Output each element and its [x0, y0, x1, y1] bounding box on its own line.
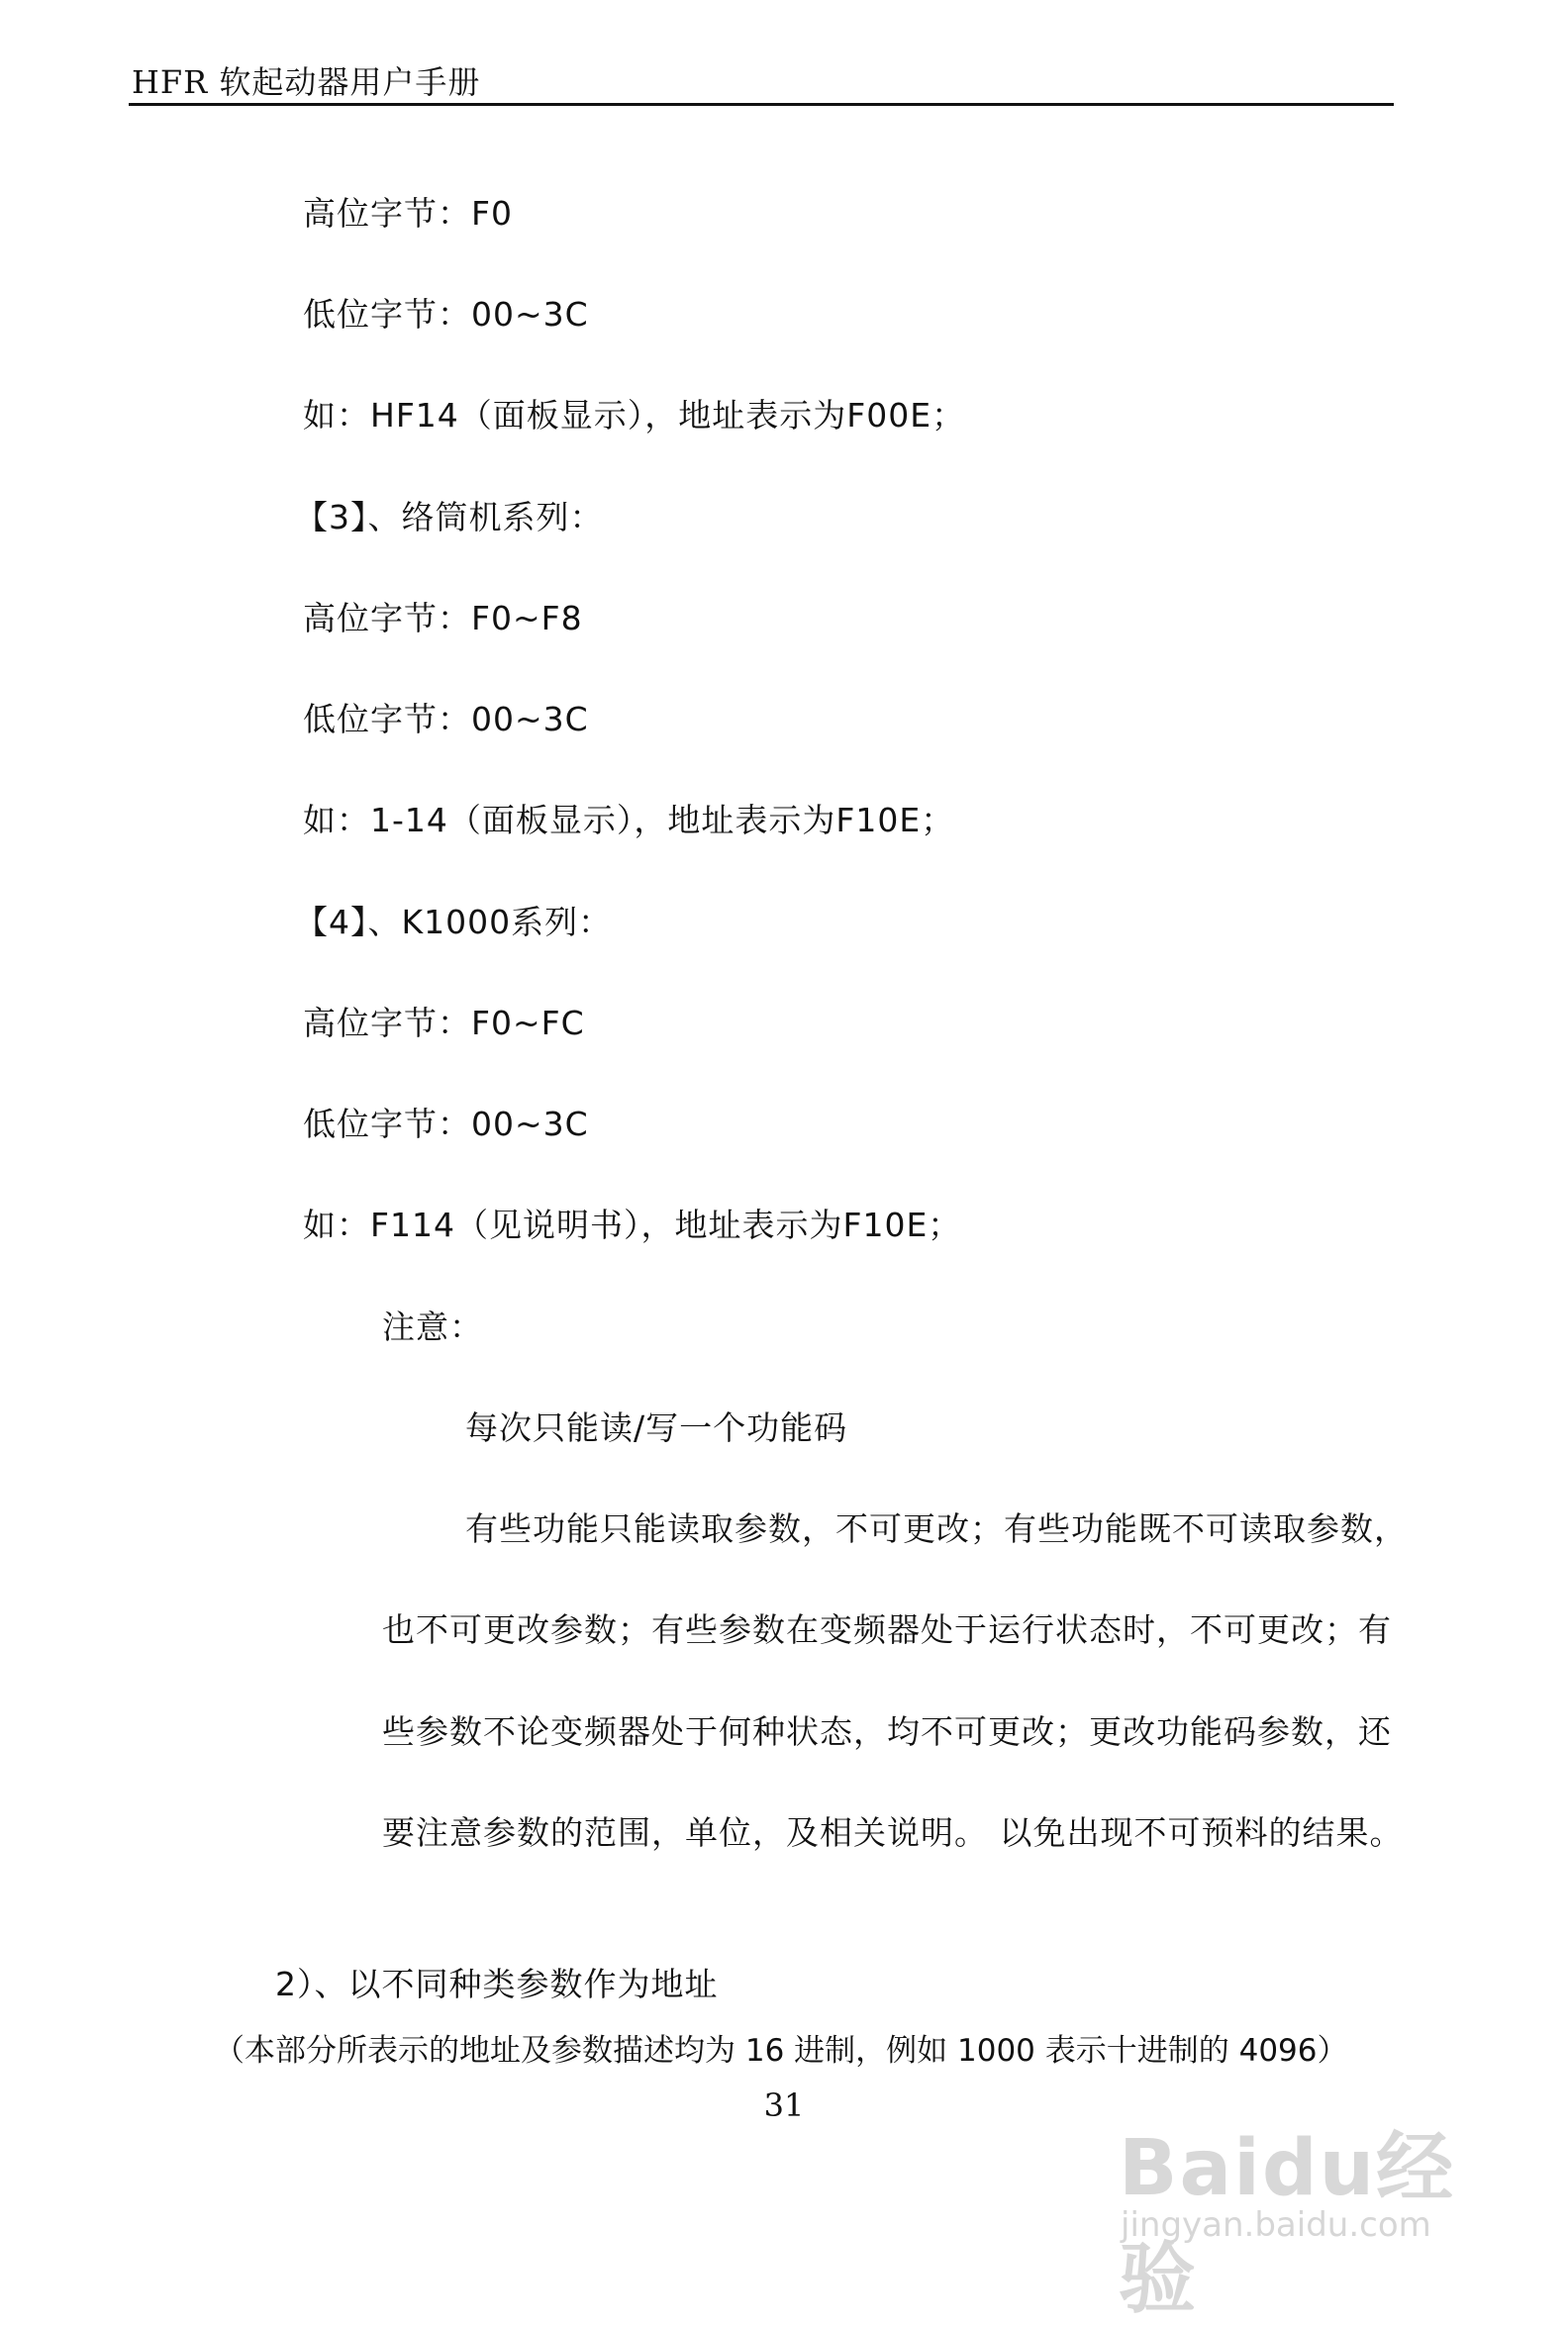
high-byte-line-1: 高位字节：F0	[303, 194, 513, 233]
note-paragraph-line-1: 有些功能只能读取参数，不可更改；有些功能既不可读取参数，	[465, 1509, 1408, 1548]
low-byte-line-3: 低位字节：00~3C	[303, 1105, 589, 1143]
high-byte-line-2: 高位字节：F0~F8	[303, 599, 583, 637]
example-line-3: 如：F114（见说明书），地址表示为F10E；	[303, 1206, 962, 1244]
note-heading: 注意：	[382, 1308, 483, 1346]
low-byte-line-1: 低位字节：00~3C	[303, 295, 589, 334]
watermark-url: jingyan.baidu.com	[1121, 2205, 1431, 2245]
header-rule	[129, 103, 1394, 106]
hex-description-note: （本部分所表示的地址及参数描述均为 16 进制，例如 1000 表示十进制的 4096）	[214, 2033, 1348, 2069]
note-paragraph-line-3: 些参数不论变频器处于何种状态，均不可更改；更改功能码参数，还	[382, 1712, 1392, 1751]
section-heading-2: 2）、以不同种类参数作为地址	[275, 1965, 719, 2003]
note-paragraph-line-2: 也不可更改参数；有些参数在变频器处于运行状态时，不可更改；有	[382, 1610, 1392, 1649]
high-byte-line-3: 高位字节：F0~FC	[303, 1004, 585, 1042]
section-heading-3: 【3】、络筒机系列：	[295, 498, 604, 536]
section-heading-4: 【4】、K1000系列：	[295, 903, 613, 941]
note-item-1: 每次只能读/写一个功能码	[465, 1408, 848, 1447]
baidu-watermark	[1119, 2106, 1495, 2324]
note-paragraph-line-4: 要注意参数的范围，单位，及相关说明。 以免出现不可预料的结果。	[382, 1813, 1404, 1852]
example-line-1: 如：HF14（面板显示），地址表示为F00E；	[303, 396, 966, 435]
low-byte-line-2: 低位字节：00~3C	[303, 700, 589, 738]
example-line-2: 如：1-14（面板显示），地址表示为F10E；	[303, 801, 955, 839]
page-number: 31	[763, 2086, 805, 2124]
watermark-logo: Baidu经验	[1119, 2124, 1456, 2324]
header-title: HFR 软起动器用户手册	[132, 63, 481, 101]
